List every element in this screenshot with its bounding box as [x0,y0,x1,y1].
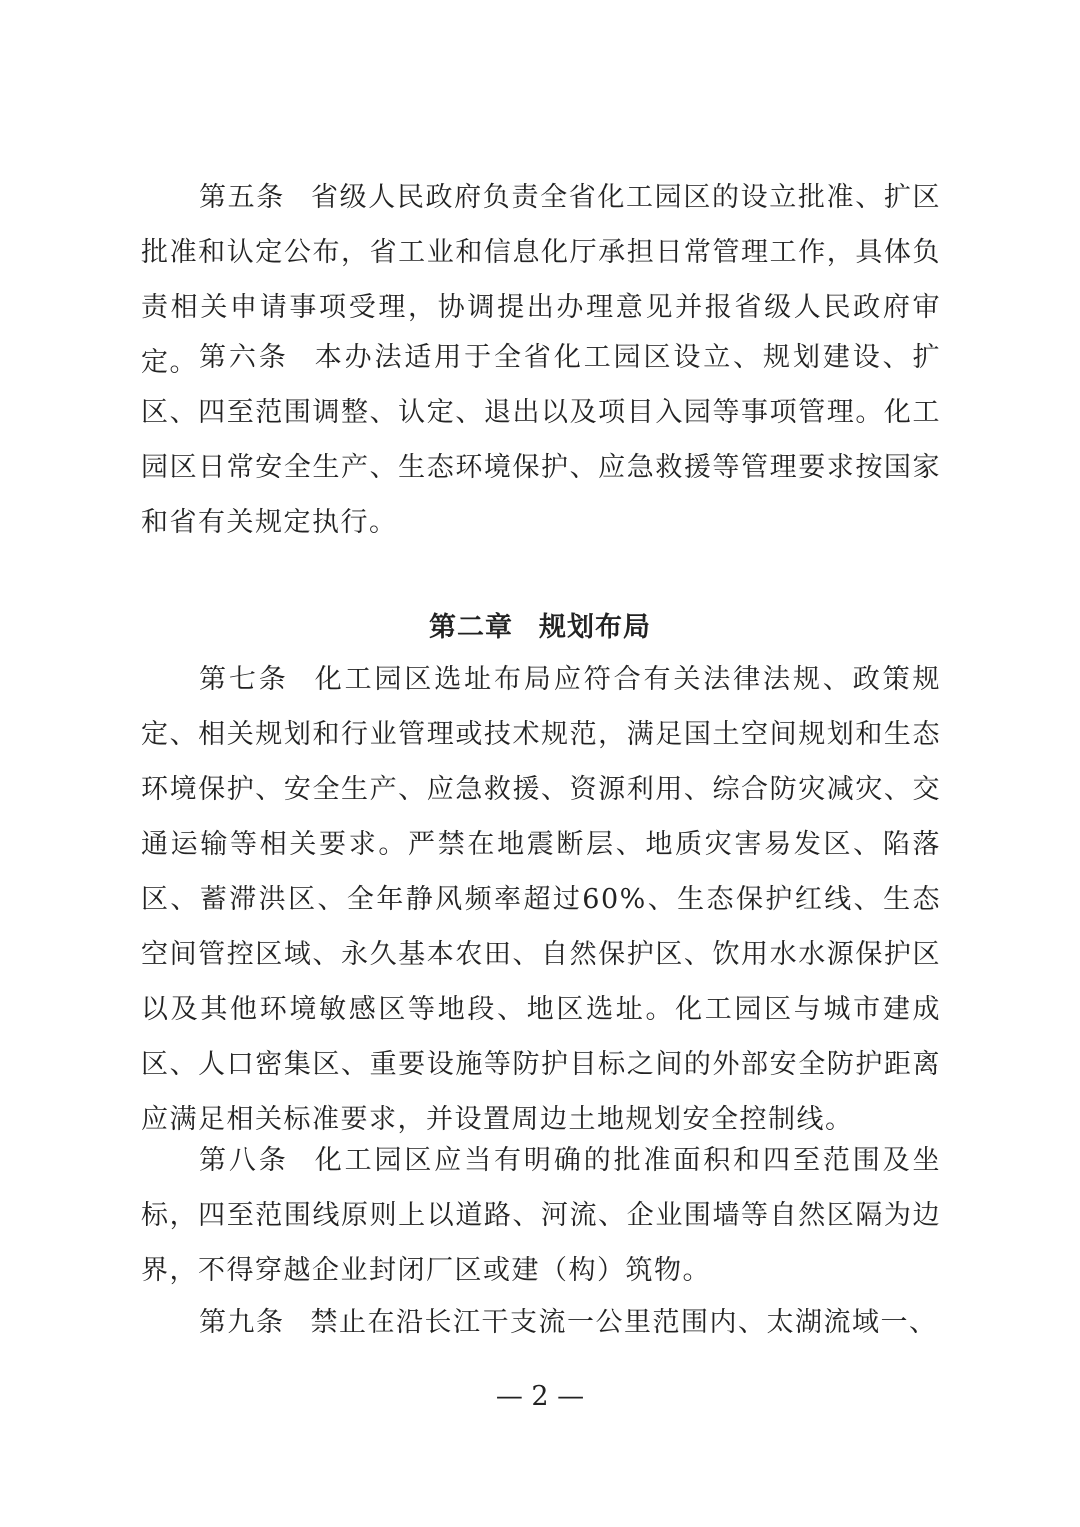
article-9-paragraph [141,1295,941,1350]
chapter-2-title: 规划布局 [539,612,651,643]
article-7-label: 第七条 [199,664,289,695]
chapter-2-heading [0,600,1080,655]
article-7-paragraph [141,652,941,1147]
chapter-2-number: 第二章 [429,612,513,643]
page-number: — 2 — [495,1381,585,1412]
article-7-text: 化工园区选址布局应符合有关法律法规、政策规定、相关规划和行业管理或技术规范，满足国土空间规划和生态环境保护、安全生产、应急救援、资源利用、综合防灾减灾、交通运输等相关要求。严禁在地震断层、地质灾害易发区、陷落区、蓄滞洪区、全年静风频率超过60%、生态保护红线、生态空间管控区域、永久基本农田、自然保护区、饮用水水源保护区以及其他环境敏感区等地段、地区选址。化工园区与城市建成区、人口密集区、重要设施等防护目标之间的外部安全防护距离应满足相关标准要求，并设置周边土地规划安全控制线。 [141,664,942,1135]
article-6-label: 第六条 [199,342,289,373]
article-5-label: 第五条 [199,182,285,213]
article-8-paragraph [141,1133,941,1298]
article-8-text: 化工园区应当有明确的批准面积和四至范围及坐标，四至范围线原则上以道路、河流、企业围墙等自然区隔为边界，不得穿越企业封闭厂区或建（构）筑物。 [141,1145,942,1286]
article-5-text: 省级人民政府负责全省化工园区的设立批准、扩区批准和认定公布，省工业和信息化厅承担日常管理工作，具体负责相关申请事项受理，协调提出办理意见并报省级人民政府审定。 [141,182,941,378]
article-9-text: 禁止在沿长江干支流一公里范围内、太湖流域一、 [310,1307,938,1338]
article-9-label: 第九条 [199,1307,285,1338]
article-8-label: 第八条 [199,1145,289,1176]
article-6-text: 本办法适用于全省化工园区设立、规划建设、扩区、四至范围调整、认定、退出以及项目入园等事项管理。化工园区日常安全生产、生态环境保护、应急救援等管理要求按国家和省有关规定执行。 [141,342,942,538]
article-6-paragraph [141,330,941,550]
